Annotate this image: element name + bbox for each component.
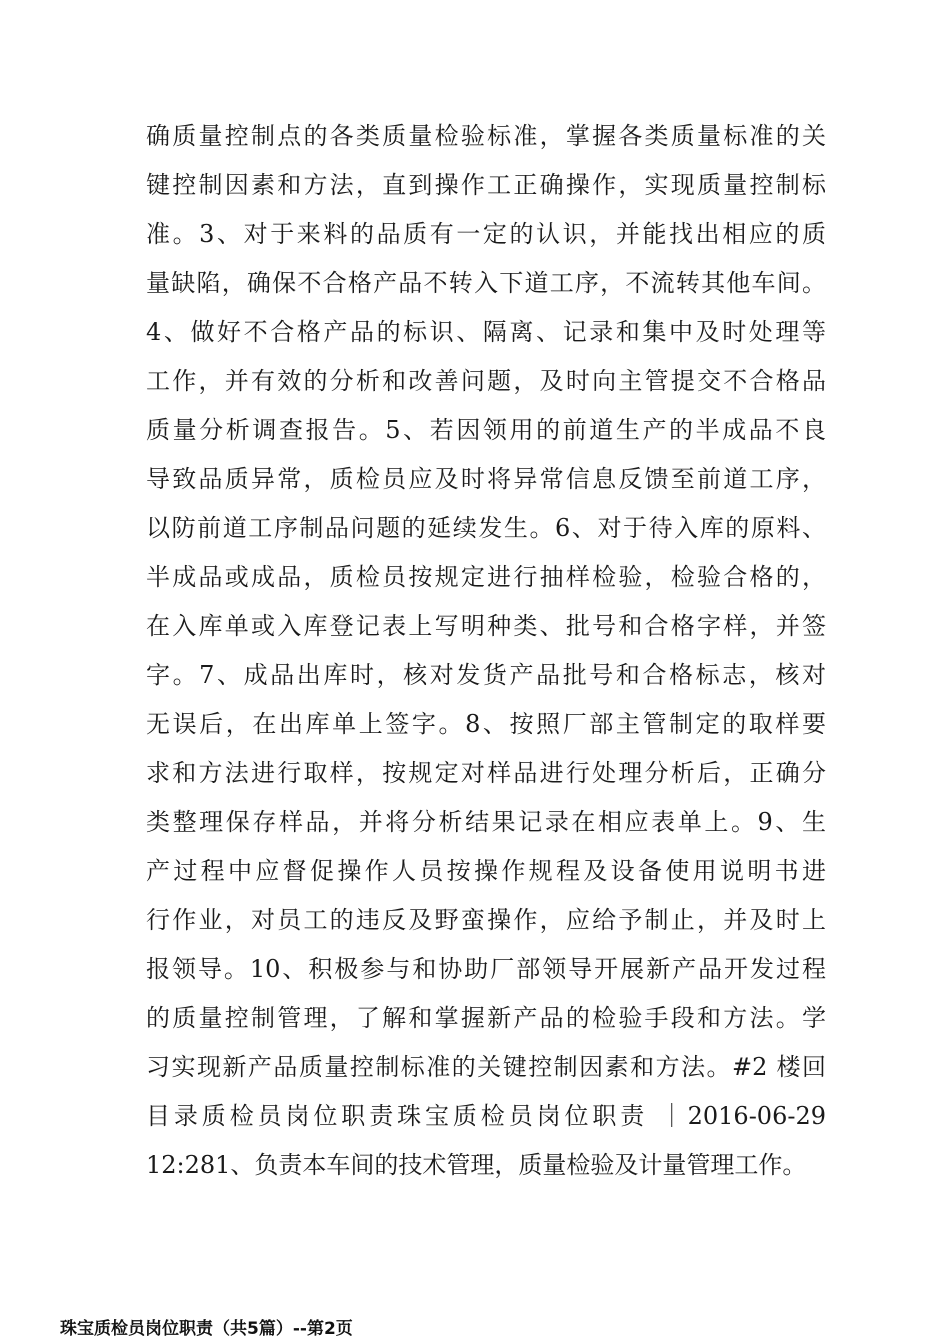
text-line: 类整理保存样品，并将分析结果记录在相应表单上。9、生 [146, 808, 826, 836]
text-line: 键控制因素和方法，直到操作工正确操作，实现质量控制标 [146, 171, 826, 199]
text-line: 无误后，在出库单上签字。8、按照厂部主管制定的取样要 [146, 710, 826, 738]
text-line: 报领导。10、积极参与和协助厂部领导开展新产品开发过程 [146, 955, 826, 983]
text-line: 字。7、成品出库时，核对发货产品批号和合格标志，核对 [146, 661, 826, 689]
text-line: 半成品或成品，质检员按规定进行抽样检验，检验合格的， [146, 563, 826, 591]
text-line: 产过程中应督促操作人员按操作规程及设备使用说明书进 [146, 857, 826, 885]
text-line: 质量分析调查报告。5、若因领用的前道生产的半成品不良 [146, 416, 826, 444]
text-line: 12:281、负责本车间的技术管理，质量检验及计量管理工作。 [146, 1151, 807, 1179]
document-body [146, 112, 826, 1190]
text-line: 的质量控制管理，了解和掌握新产品的检验手段和方法。学 [146, 1004, 826, 1032]
text-line: 量缺陷，确保不合格产品不转入下道工序，不流转其他车间。 [146, 269, 826, 297]
text-line: 习实现新产品质量控制标准的关键控制因素和方法。#2 楼回 [146, 1053, 826, 1081]
text-line: 确质量控制点的各类质量检验标准，掌握各类质量标准的关 [146, 122, 826, 150]
text-line: 工作，并有效的分析和改善问题，及时向主管提交不合格品 [146, 367, 826, 395]
text-line: 目录质检员岗位职责珠宝质检员岗位职责 ｜2016-06-29 [146, 1102, 826, 1130]
page-footer: 珠宝质检员岗位职责（共5篇）--第2页 [60, 1319, 353, 1339]
text-line: 求和方法进行取样，按规定对样品进行处理分析后，正确分 [146, 759, 826, 787]
text-line: 准。3、对于来料的品质有一定的认识，并能找出相应的质 [146, 220, 826, 248]
text-line: 4、做好不合格产品的标识、隔离、记录和集中及时处理等 [146, 318, 826, 346]
text-line: 以防前道工序制品问题的延续发生。6、对于待入库的原料、 [146, 514, 826, 542]
text-line: 在入库单或入库登记表上写明种类、批号和合格字样，并签 [146, 612, 826, 640]
text-line: 导致品质异常，质检员应及时将异常信息反馈至前道工序， [146, 465, 826, 493]
text-line: 行作业，对员工的违反及野蛮操作，应给予制止，并及时上 [146, 906, 826, 934]
